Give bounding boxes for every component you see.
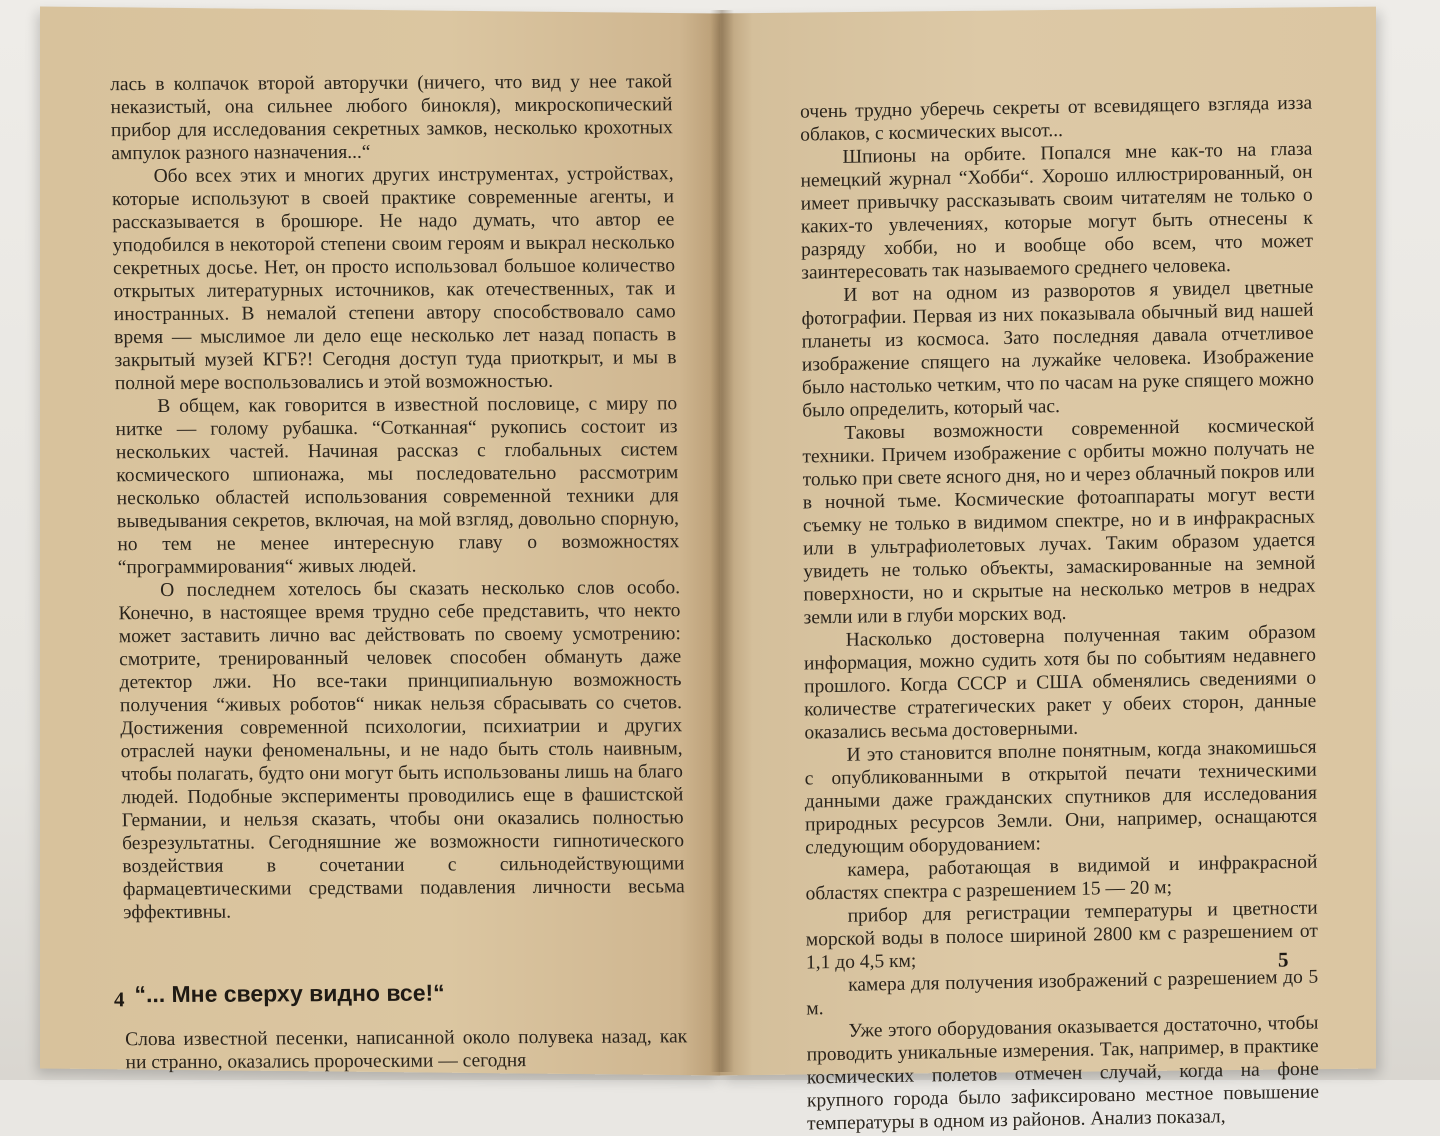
open-booklet	[40, 10, 1376, 1135]
right-paragraph-2: И вот на одном из разворотов я увидел цветные фотографии. Первая из них показывала обычный вид нашей планеты из космоса. Зато последняя давала отчетливое изображение спящего на лужайке человека. Изображение было настолько четким, что по часам на руке спящего можно было определить, который час.	[801, 276, 1315, 422]
right-page-text	[800, 92, 1319, 1136]
page-number-right: 5	[1278, 947, 1289, 972]
section-intro: Слова известной песенки, написанной около полувека назад, как ни странно, оказались пророческими — сегодня	[125, 1026, 688, 1074]
right-paragraph-3: Таковы возможности современной космической техники. Причем изображение с орбиты можно получать не только при свете ясного дня, но и через облачный покров или в ночной тьме. Космические фотоаппараты могут вести съемку не только в видимом спектре, но и в инфракрасных или в ультрафиолетовых лучах. Таким образом удается увидеть не только объекты, замаскированные на земной поверхности, но и скрытые на несколько метров в недрах земли или в глуби морских вод.	[802, 414, 1316, 629]
right-paragraph-4: Насколько достоверна полученная таким образом информация, можно судить хотя бы по событиям недавнего прошлого. Когда СССР и США обменялись сведениями о количестве стратегических ракет у обеих сторон, данные оказались весьма достоверными.	[803, 621, 1317, 744]
booklet-gutter	[710, 10, 734, 1072]
left-paragraph-4: О последнем хотелось бы сказать несколько слов особо. Конечно, в настоящее время трудно себе представить, что некто может заставить лично вас действовать по своему усмотрению: смотрите, тренированный человек способен обмануть даже детектор лжи. Но все-таки принципиальную возможность получения “живых роботов“ никак нельзя сбрасывать со счетов. Достижения современной психологии, психиатрии и других отраслей науки феноменальны, и не надо быть столь наивным, чтобы полагать, будто они могут быть использованы лишь на благо людей. Подобные эксперименты проводились еще в фашистской Германии, и нельзя сказать, чтобы они оказались полностью безрезультатны. Сегодняшние же возможности гипнотического воздействия в сочетании с сильнодействующими фармацевтическими средствами подавления личности весьма эффективны.	[118, 577, 685, 924]
right-paragraph-5: И это становится вполне понятным, когда знакомишься с опубликованными в открытой печати техническими данными даже гражданских спутников для исследования природных ресурсов Земли. Они, например, оснащаются следующим оборудованием:	[804, 736, 1318, 859]
equipment-list-item: прибор для регистрации температуры и цветности морской воды в полосе шириной 2800 км с разрешением от 1,1 до 4,5 км;	[805, 897, 1318, 974]
left-paragraph-2: Обо всех этих и многих других инструментах, устройствах, которые используют в своей практике современные агенты, и рассказывается в брошюре. Не надо думать, что автор ее уподобился в некоторой степени своим героям и выкрал несколько секретных досье. Нет, он просто использовал большое количество открытых литературных источников, как отечественных, так и иностранных. В немалой степени автору способствовало само время — мыслимое ли дело еще несколько лет назад попасть в закрытый музей КГБ?! Сегодня доступ туда приоткрыт, и мы в полной мере воспользовались и этой возможностью.	[111, 163, 677, 395]
equipment-list-item: камера для получения изображений с разрешением до 5 м.	[806, 966, 1319, 1020]
left-page	[40, 6, 720, 1075]
section-heading: “... Мне сверху видно все!“	[134, 979, 445, 1008]
right-page	[720, 7, 1376, 1135]
left-page-text	[110, 70, 688, 1074]
page-number-left: 4	[114, 987, 125, 1012]
left-paragraph-1: лась в колпачок второй авторучки (ничего, что вид у нее такой неказистый, она сильнее любого бинокля), микроскопический прибор для исследования секретных замков, несколько крохотных ампулок разного назначения...“	[110, 71, 673, 165]
right-continuation: очень трудно уберечь секреты от всевидящего взгляда изза облаков, с космических высот...	[800, 92, 1313, 146]
right-paragraph-1: Шпионы на орбите. Попался мне как-то на глаза немецкий журнал “Хобби“. Хорошо иллюстрированный, он имеет привычку рассказывать своим читателям не только о каких-то увлечениях, которые могут быть отнесены к разряду хобби, но и вообще обо всем, что может заинтересовать так называемого среднего человека.	[800, 138, 1314, 284]
right-closing-paragraph: Уже этого оборудования оказывается достаточно, чтобы проводить уникальные измерения. Так, например, в практике космических полетов отмечен случай, когда на фоне крупного города было зафиксировано местное повышение температуры в одном из районов. Анализ показал,	[806, 1012, 1320, 1135]
equipment-list-item: камера, работающая в видимой и инфракрасной областях спектра с разрешением 15 — 20 м;	[805, 851, 1318, 905]
left-paragraph-3: В общем, как говорится в известной пословице, с миру по нитке — голому рубашка. “Сотканная“ рукопись состоит из нескольких частей. Начиная рассказ с глобальных систем космического шпионажа, мы последовательно рассмотрим несколько областей использования современной техники для выведывания секретов, включая, на мой взгляд, довольно спорную, но тем не менее интересную главу о возможностях “программирования“ живых людей.	[115, 393, 680, 579]
